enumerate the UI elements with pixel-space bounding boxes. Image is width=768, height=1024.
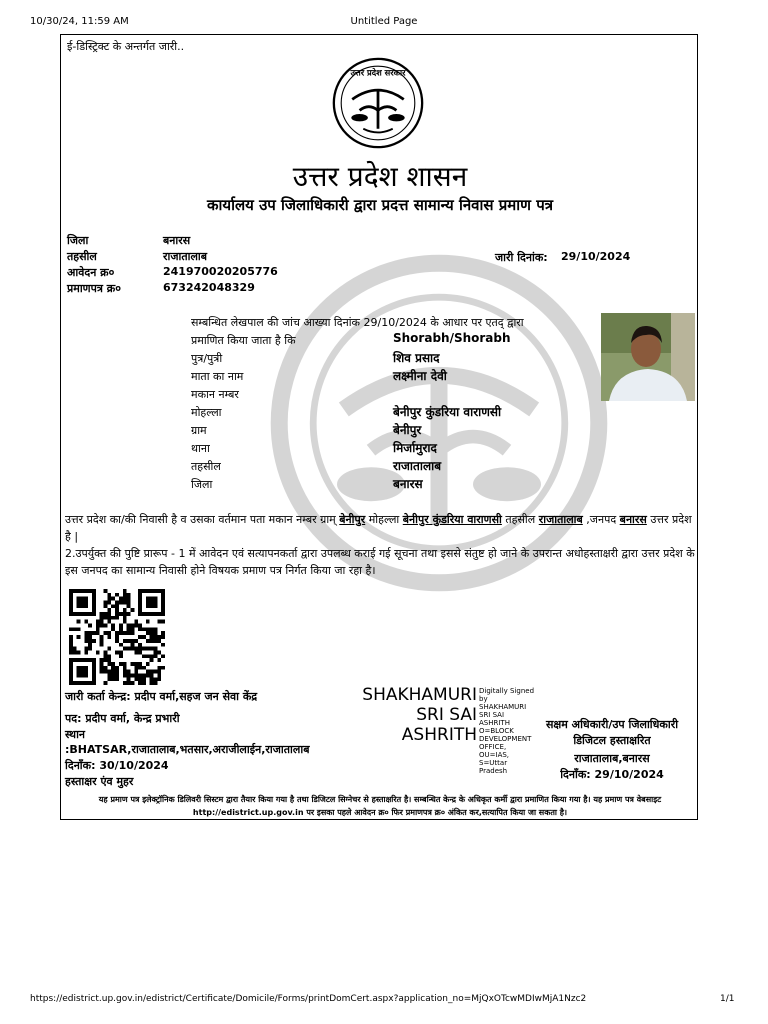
detail-label: ग्राम bbox=[191, 424, 207, 437]
digital-signature-name: SHAKHAMURI SRI SAI ASHRITH bbox=[362, 685, 477, 745]
issue-date: 29/10/2024 bbox=[561, 250, 631, 263]
officer-place: राजातालाब,बनारस bbox=[574, 752, 650, 765]
detail-value-mohalla: बेनीपुर कुंडरिया वाराणसी bbox=[393, 405, 502, 419]
issuer-post: पद: प्रदीप वर्मा, केन्द्र प्रभारी bbox=[65, 712, 180, 725]
detail-value-police-station: मिर्जामुराद bbox=[393, 441, 437, 455]
issuer-sign-seal: हस्ताक्षर एंव मुहर bbox=[65, 775, 134, 788]
print-page-count: 1/1 bbox=[720, 994, 735, 1004]
qr-code bbox=[67, 589, 167, 685]
detail-label: मकान नम्बर bbox=[191, 388, 239, 401]
detail-label: जिला bbox=[191, 478, 213, 491]
officer-date: दिनाँक: 29/10/2024 bbox=[560, 768, 664, 781]
field-label: जिला bbox=[67, 234, 89, 247]
issuer-place: :BHATSAR,राजातालाब,भतसार,अराजीलाईन,राजातालाब bbox=[65, 743, 310, 756]
issuer-place-label: स्थान bbox=[65, 728, 86, 741]
officer-title: सक्षम अधिकारी/उप जिलाधिकारी bbox=[545, 718, 679, 731]
print-datetime: 10/30/24, 11:59 AM bbox=[30, 16, 129, 27]
detail-value-mother: लक्ष्मीना देवी bbox=[393, 369, 447, 383]
issue-date-label: जारी दिनांक: bbox=[495, 251, 548, 264]
detail-value-district: बनारस bbox=[393, 477, 423, 491]
issued-under-text: ई-डिस्ट्रिक्ट के अन्तर्गत जारी.. bbox=[67, 40, 185, 53]
officer-digital-signed: डिजिटल हस्ताक्षरित bbox=[573, 734, 651, 747]
field-value: राजातालाब bbox=[163, 250, 208, 263]
application-number: 241970020205776 bbox=[163, 265, 278, 278]
para-tehsil: राजातालाब bbox=[538, 513, 583, 526]
detail-value-tehsil: राजातालाब bbox=[393, 459, 442, 473]
certificate bbox=[60, 34, 698, 820]
inspection-intro: सम्बन्धित लेखपाल की जांच आख्या दिनांक 29/10/2024 के आधार पर एतद् द्वारा bbox=[191, 316, 524, 329]
para-district: बनारस bbox=[619, 513, 647, 526]
detail-label: थाना bbox=[191, 442, 210, 455]
para-village: बेनीपुर bbox=[339, 513, 366, 526]
detail-label: प्रमाणित किया जाता है कि bbox=[191, 334, 296, 347]
applicant-photo bbox=[601, 313, 695, 401]
up-emblem-seal bbox=[332, 57, 424, 149]
detail-value-father: शिव प्रसाद bbox=[393, 351, 440, 365]
detail-label: तहसील bbox=[191, 460, 221, 473]
residence-paragraph: उत्तर प्रदेश का/की निवासी है व उसका वर्तमान पता मकान नम्बर ग्राम् बेनीपुर मोहल्ला बेनीपुर कुंडरिया वाराणसी तहसील राजातालाब ,जनपद बनारस उत्तर प्रदेश है | bbox=[65, 513, 692, 543]
detail-label: मोहल्ला bbox=[191, 406, 222, 419]
field-label: तहसील bbox=[67, 250, 97, 263]
issuer-date: दिनाँक: 30/10/2024 bbox=[65, 759, 169, 772]
certificate-number: 673242048329 bbox=[163, 281, 255, 294]
para-mohalla: बेनीपुर कुंडरिया वाराणसी bbox=[402, 513, 502, 526]
certificate-title: कार्यालय उप जिलाधिकारी द्वारा प्रदत्त सामान्य निवास प्रमाण पत्र bbox=[207, 196, 553, 214]
gov-title: उत्तर प्रदेश शासन bbox=[292, 160, 468, 193]
field-label: प्रमाणपत्र क्र० bbox=[67, 282, 121, 295]
field-label: आवेदन क्र० bbox=[67, 266, 115, 279]
detail-value-name: Shorabh/Shorabh bbox=[393, 331, 511, 345]
seal-text: उत्तर प्रदेश सरकार bbox=[350, 67, 406, 78]
digital-signature-details: Digitally Signed by SHAKHAMURI SRI SAI ASHRITH O=BLOCK DEVELOPMENT OFFICE, OU=IAS, S=Uttar Pradesh bbox=[479, 687, 535, 775]
confirmation-paragraph: 2.उपर्युक्त की पुष्टि प्रारूप - 1 में आवेदन एवं सत्यापनकर्ता द्वारा उपलब्ध कराई गई सूचना तथा इससे संतुष्ट हो जाने के उपरान्त अधोहस्ताक्षरी द्वारा उत्तर प्रदेश के इस जनपद का सामान्य निवासी होने विषयक प्रमाण पत्र निर्गत किया जा रहा है। bbox=[65, 547, 695, 577]
print-page-title: Untitled Page bbox=[350, 16, 418, 27]
verification-note: यह प्रमाण पत्र इलेक्ट्रॉनिक डिलिवरी सिस्टम द्वारा तैयार किया गया है तथा डिजिटल सिग्नेचर से हस्ताक्षरित है। सम्बन्धित केन्द्र के अधिकृत कर्मी द्वारा प्रमाणित किया गया है। यह प्रमाण पत्र वेबसाइट http://edistrict.up.gov.in पर इसका पहले आवेदन क्र० फिर प्रमाणपत्र क्र० अंकित कर,सत्यापित किया जा सकता है। bbox=[98, 795, 662, 817]
detail-label: माता का नाम bbox=[191, 370, 244, 383]
issuing-center: जारी कर्ता केन्द्र: प्रदीप वर्मा,सहज जन सेवा केंद्र bbox=[65, 690, 258, 703]
detail-value-village: बेनीपुर bbox=[393, 423, 422, 437]
field-value: बनारस bbox=[163, 234, 191, 247]
print-url: https://edistrict.up.gov.in/edistrict/Certificate/Domicile/Forms/printDomCert.aspx?application_no=MjQxOTcwMDIwMjA1Nzc2 bbox=[30, 994, 587, 1004]
detail-label: पुत्र/पुत्री bbox=[191, 352, 223, 365]
